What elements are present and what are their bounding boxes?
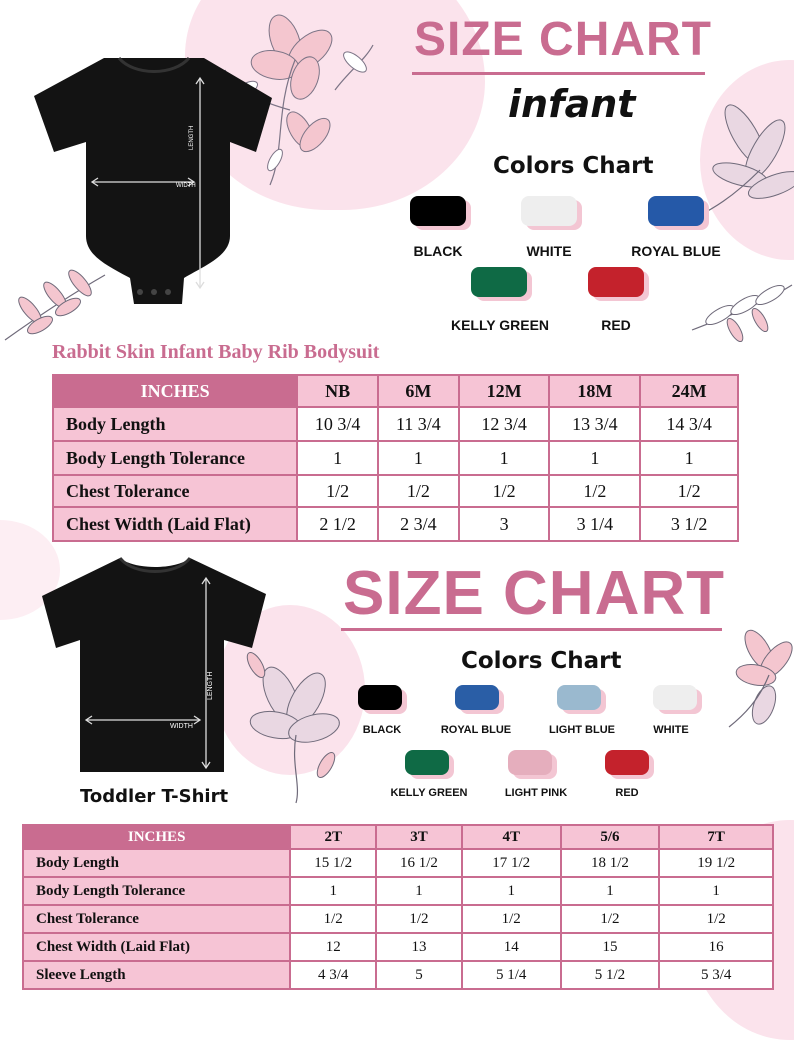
table-cell: 1: [290, 877, 376, 905]
table-cell: 5: [376, 961, 462, 989]
toddler-colors-heading: Colors Chart: [461, 648, 622, 674]
color-swatch-kelly-green: [405, 750, 449, 775]
table-row: [53, 475, 738, 507]
toddler-title-rule: [341, 628, 722, 631]
color-label-kelly-green: KELLY GREEN: [390, 787, 468, 799]
table-cell: 1/2: [640, 475, 738, 507]
toddler-size-col-3t: 3T: [376, 825, 462, 849]
color-swatch-kelly-green: [471, 267, 527, 297]
table-cell: 1/2: [549, 475, 640, 507]
color-label-red: RED: [601, 317, 631, 333]
table-row: [23, 933, 773, 961]
color-label-black: BLACK: [413, 243, 463, 259]
toddler-tshirt-image: [42, 556, 270, 774]
table-cell: 16 1/2: [376, 849, 462, 877]
infant-size-col-6m: 6M: [378, 375, 459, 407]
table-cell: 1: [659, 877, 773, 905]
table-cell: 19 1/2: [659, 849, 773, 877]
table-cell: 12: [290, 933, 376, 961]
toddler-size-col-7t: 7T: [659, 825, 773, 849]
table-cell: 5 3/4: [659, 961, 773, 989]
infant-title: SIZE CHART: [414, 13, 712, 66]
table-cell: 1: [378, 441, 459, 475]
infant-length-label: LENGTH: [189, 125, 195, 150]
infant-size-col-18m: 18M: [549, 375, 640, 407]
toddler-size-col-5-6: 5/6: [561, 825, 660, 849]
infant-bodysuit-image: [34, 56, 274, 308]
table-cell: 13 3/4: [549, 407, 640, 441]
infant-width-label: WIDTH: [176, 183, 196, 189]
table-cell: 1/2: [376, 905, 462, 933]
row-label: Body Length: [23, 849, 290, 877]
table-cell: 1/2: [459, 475, 550, 507]
row-label: Chest Tolerance: [53, 475, 297, 507]
table-cell: 15: [561, 933, 660, 961]
infant-size-col-12m: 12M: [459, 375, 550, 407]
color-label-white: WHITE: [526, 243, 572, 259]
table-cell: 14: [462, 933, 561, 961]
infant-title-rule: [412, 72, 705, 75]
floral-decoration: [724, 615, 794, 730]
color-swatch-red: [588, 267, 644, 297]
infant-subtitle: infant: [508, 82, 636, 126]
row-label: Body Length: [53, 407, 297, 441]
toddler-size-table: [22, 824, 774, 990]
color-label-kelly-green: KELLY GREEN: [450, 317, 550, 333]
table-row: [53, 507, 738, 541]
table-cell: 3 1/2: [640, 507, 738, 541]
table-cell: 14 3/4: [640, 407, 738, 441]
color-label-light-blue: LIGHT BLUE: [549, 724, 615, 736]
row-label: Chest Width (Laid Flat): [23, 933, 290, 961]
table-cell: 10 3/4: [297, 407, 378, 441]
table-cell: 1: [297, 441, 378, 475]
color-label-light-pink: LIGHT PINK: [504, 787, 568, 799]
table-cell: 2 1/2: [297, 507, 378, 541]
toddler-length-label: LENGTH: [207, 671, 214, 700]
infant-product-name: Rabbit Skin Infant Baby Rib Bodysuit: [52, 341, 380, 363]
table-cell: 1/2: [462, 905, 561, 933]
table-cell: 12 3/4: [459, 407, 550, 441]
table-cell: 13: [376, 933, 462, 961]
toddler-size-col-2t: 2T: [290, 825, 376, 849]
table-cell: 1/2: [297, 475, 378, 507]
toddler-unit-header: INCHES: [23, 825, 290, 849]
table-cell: 3: [459, 507, 550, 541]
color-swatch-black: [410, 196, 466, 226]
color-swatch-red: [605, 750, 649, 775]
row-label: Sleeve Length: [23, 961, 290, 989]
table-cell: 5 1/4: [462, 961, 561, 989]
table-cell: 11 3/4: [378, 407, 459, 441]
row-label: Chest Tolerance: [23, 905, 290, 933]
table-cell: 4 3/4: [290, 961, 376, 989]
color-swatch-light-blue: [557, 685, 601, 710]
infant-size-col-24m: 24M: [640, 375, 738, 407]
color-label-black: BLACK: [362, 724, 402, 736]
table-cell: 16: [659, 933, 773, 961]
table-row: [23, 905, 773, 933]
table-cell: 1/2: [659, 905, 773, 933]
toddler-size-col-4t: 4T: [462, 825, 561, 849]
floral-decoration: [690, 270, 794, 350]
table-cell: 5 1/2: [561, 961, 660, 989]
color-swatch-white: [653, 685, 697, 710]
row-label: Chest Width (Laid Flat): [53, 507, 297, 541]
table-row: [23, 877, 773, 905]
color-swatch-light-pink: [508, 750, 552, 775]
infant-size-table: [52, 374, 739, 542]
table-cell: 1/2: [290, 905, 376, 933]
table-cell: 1/2: [378, 475, 459, 507]
color-swatch-black: [358, 685, 402, 710]
table-cell: 1: [459, 441, 550, 475]
table-cell: 1: [561, 877, 660, 905]
row-label: Body Length Tolerance: [53, 441, 297, 475]
table-cell: 1: [376, 877, 462, 905]
infant-unit-header: INCHES: [53, 375, 297, 407]
color-swatch-white: [521, 196, 577, 226]
color-label-white: WHITE: [653, 724, 689, 736]
toddler-width-label: WIDTH: [170, 723, 193, 730]
table-cell: 2 3/4: [378, 507, 459, 541]
table-row: [23, 849, 773, 877]
table-cell: 1: [462, 877, 561, 905]
table-cell: 1: [549, 441, 640, 475]
color-swatch-royal-blue: [455, 685, 499, 710]
color-label-royal-blue: ROYAL BLUE: [440, 724, 512, 736]
row-label: Body Length Tolerance: [23, 877, 290, 905]
table-cell: 17 1/2: [462, 849, 561, 877]
color-label-red: RED: [615, 787, 639, 799]
table-row: [53, 441, 738, 475]
table-cell: 1: [640, 441, 738, 475]
table-cell: 18 1/2: [561, 849, 660, 877]
color-label-royal-blue: ROYAL BLUE: [631, 243, 721, 259]
table-cell: 15 1/2: [290, 849, 376, 877]
toddler-title: SIZE CHART: [343, 559, 725, 628]
color-swatch-royal-blue: [648, 196, 704, 226]
floral-decoration: [690, 80, 794, 220]
infant-size-col-nb: NB: [297, 375, 378, 407]
table-row: [53, 407, 738, 441]
toddler-product-name: Toddler T-Shirt: [80, 786, 229, 807]
infant-colors-heading: Colors Chart: [493, 153, 654, 179]
table-row: [23, 961, 773, 989]
table-cell: 3 1/4: [549, 507, 640, 541]
table-cell: 1/2: [561, 905, 660, 933]
